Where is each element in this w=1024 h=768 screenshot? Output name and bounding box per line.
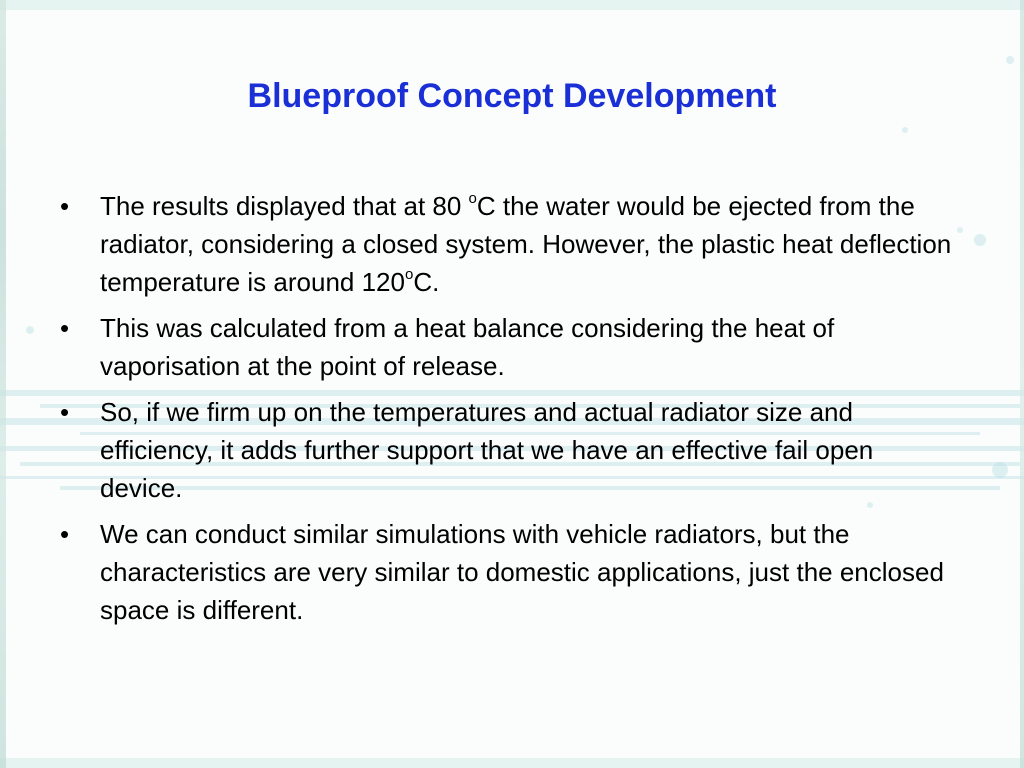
bullet-text-segment: The results displayed that at 80 (100, 191, 469, 221)
bullet-symbol: • (60, 191, 70, 221)
bullet-list (0, 187, 1024, 637)
bullet-item-1 (0, 187, 962, 301)
bullet-text: So, if we firm up on the temperatures and actual radiator size and efficiency, it adds further support that we have an effective fail open device. (100, 397, 874, 503)
slide-title: Blueproof Concept Development (247, 77, 777, 115)
bullet-text: We can conduct similar simulations with vehicle radiators, but the characteristics are very similar to domestic applications, just the enclosed space is different. (100, 519, 944, 625)
bullet-item-4 (0, 515, 962, 629)
degree-superscript: o (468, 190, 477, 208)
bullet-text-segment: C. (413, 267, 440, 297)
bullet-symbol: • (60, 519, 70, 549)
degree-superscript: o (404, 266, 414, 284)
bullet-symbol: • (60, 397, 70, 427)
bullet-text: This was calculated from a heat balance considering the heat of vaporisation at the point of release. (100, 313, 835, 381)
bullet-text-segment: C the water would be ejected from the radiator, considering a closed system. However, the plastic heat deflection temperature is around 120 (100, 191, 952, 297)
bullet-item-3 (0, 393, 962, 507)
bullet-symbol: • (60, 313, 70, 343)
bullet-item-2 (0, 309, 962, 385)
